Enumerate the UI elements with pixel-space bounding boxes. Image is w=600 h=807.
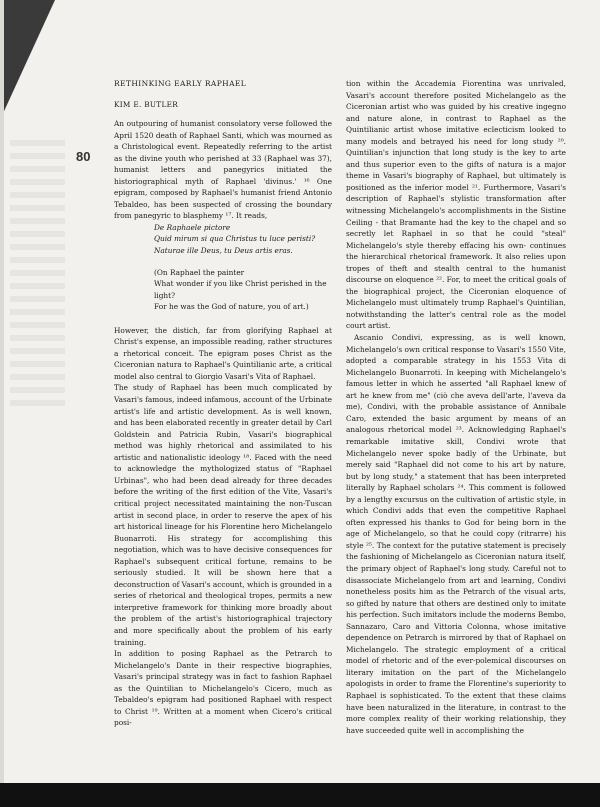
epigram-translation bbox=[154, 267, 332, 313]
article-author: KIM E. BUTLER bbox=[114, 100, 179, 109]
paragraph: tion within the Accademia Fiorentina was unrivaled, Vasari's account therefore posited Michelangelo as the Ciceronian artist who was guided by his creative ingegno and nature alone, in contrast to Raphael as the Quintilianic artist whose imitative eclecticism looked to many models and betrayed his need for long study ²⁰. Quintilian's injunction that long study is the key to arte and thus superior even to the gifts of natura is a major theme in Vasari's biography of Raphael, but ultimately is positioned as the inferior model ²¹. Furthermore, Vasari's description of Raphael's stylistic transformation after witnessing Michelangelo's accomplishments in the Sistine Ceiling - that Bramante had the key to the chapel and so secretly let Raphael in so that he could "steal" Michelangelo's style thereby effacing his own- continues the hierarchical rhetorical framework. It also relies upon tropes of theft and stealth central to the humanist discourse on eloquence ²². For, to meet the critical goals of the biographical project, the Ciceronian eloquence of Michelangelo must ultimately trump Raphael's Quintilian, notwithstanding the latter's central role as the model court artist. bbox=[346, 79, 566, 331]
latin-epigram bbox=[154, 222, 332, 257]
scan-corner-shadow bbox=[0, 0, 55, 120]
epigram-line: De Raphaele pictore bbox=[154, 222, 231, 232]
paragraph: However, the distich, far from glorifying Raphael at Christ's expense, an impossible reading, rather structures a rhetorical conceit. The epigram poses Christ as the Ciceronian natura to Raphael's Quintilianic arte, a critical model also central to Giorgio Vasari's Vita of Raphael. bbox=[114, 325, 332, 381]
translation-line: light? bbox=[154, 290, 176, 300]
epigram-line: Quid mirum si qua Christus tu luce peristi? bbox=[154, 234, 316, 244]
paragraph: In addition to posing Raphael as the Petrarch to Michelangelo's Dante in their respective biographies, Vasari's principal strategy was in fact to fashion Raphael as the Quintilian to Michelangelo's Cicero, much as Tebaldeo's epigram had positioned Raphael with respect to Christ ¹⁹. Written at a moment when Cicero's critical posi- bbox=[114, 649, 332, 728]
show-through-text bbox=[10, 140, 65, 410]
paragraph: The study of Raphael has been much complicated by Vasari's famous, indeed infamous, account of the Urbinate artist's life and artistic development. As is well known, and has been elaborated recently in greater detail by Carl Goldstein and Patricia Rubin, Vasari's biographical method was highly rhetorical and assimilated to his artistic and nationalistic ideology ¹⁸. Faced with the need to acknowledge the mythologized status of "Raphael Urbinas", who had been dead already for three decades before the writing of the first edition of the Vite, Vasari's critical project necessitated maintaining the non-Tuscan artist in second place, in order to reserve the apex of his art historical lineage for his Florentine hero Michelangelo Buonarroti. His strategy for accomplishing this negotiation, which was to have decisive consequences for Raphael's subsequent critical fortune, remains to be seriously studied. It will be shown here that a deconstruction of Vasari's account, which is grounded in a series of rhetorical and theological tropes, permits a new interpretive framework for thinking more broadly about the problem of the artist's historiographical trajectory and more specifically about the problem of his early training. bbox=[114, 383, 332, 647]
left-column bbox=[114, 78, 332, 729]
article-title: RETHINKING EARLY RAPHAEL bbox=[114, 79, 247, 88]
scan-bottom-edge bbox=[0, 783, 600, 807]
epigram-line: Naturae ille Deus, tu Deus artis eras. bbox=[154, 246, 293, 256]
translation-line: What wonder if you like Christ perished in the bbox=[154, 279, 327, 289]
translation-line: (On Raphael the painter bbox=[154, 267, 245, 277]
paragraph: An outpouring of humanist consolatory verse followed the April 1520 death of Raphael Santi, which was mourned as a Christological event. Repeatedly referring to the artist as the divine youth who perished at 33 (Raphael was 37), humanist letters and panegyrics initiated the historiographical myth of Raphael 'divinus.' ¹⁶ One epigram, composed by Raphael's humanist friend Antonio Tebaldeo, has been suspected of crossing the boundary from panegyric to blasphemy ¹⁷. It reads, bbox=[114, 119, 332, 221]
scan-left-edge bbox=[0, 0, 4, 807]
page-number: 80 bbox=[76, 149, 91, 164]
paragraph: Ascanio Condivi, expressing, as is well known, Michelangelo's own critical response to Vasari's 1550 Vite, adopted a comparable strategy in his 1553 Vita di Michelangelo Buonarroti. In keeping with Michelangelo's famous letter in which he asserted "all Raphael knew of art he knew from me" (ciò che aveva dell'arte, l'aveva da me), Condivi, with the probable assistance of Annibale Caro, extended the basic argument by means of an analogous rhetorical model ²³. Acknowledging Raphael's remarkable imitative skill, Condivi wrote that Michelangelo never spoke badly of the Urbinate, but merely said "Raphael did not come to his art by nature, but by long study," a statement that has been interpreted literally by Raphael scholars ²⁴. This comment is followed by a lengthy excursus on the cultivation of artistic style, in which Condivi adds that even the competitive Raphael often expressed his thanks to God for being born in the age of Michelangelo, so that he could copy (ritrarre) his style ²⁵. The context for the putative statement is precisely the fashioning of Michelangelo as Ciceronian natura itself, the primary object of Raphael's long study. Careful not to disassociate Michelangelo from art and learning, Condivi nonetheless posits him as the Petrarch of the visual arts, so gifted by nature that others are destined only to imitate his perfection. Such imitators include the moderns Bembo, Sannazaro, Caro and Vittoria Colonna, whose imitative dependence on Petrarch is mirrored by that of Raphael on Michelangelo. The strategic employment of a critical model of rhetoric and of the ever-polemical discourses on literary imitation on the part of the Michelangelo apologists in order to frame the Florentine's superiority to Raphael is sophisticated. To the extent that these claims have been naturalized in the literature, in contrast to the more complex reality of their working relationship, they have succeeded quite well in accomplishing the bbox=[346, 333, 566, 735]
translation-line: For he was the God of nature, you of art.) bbox=[154, 302, 309, 312]
right-column bbox=[346, 78, 566, 736]
